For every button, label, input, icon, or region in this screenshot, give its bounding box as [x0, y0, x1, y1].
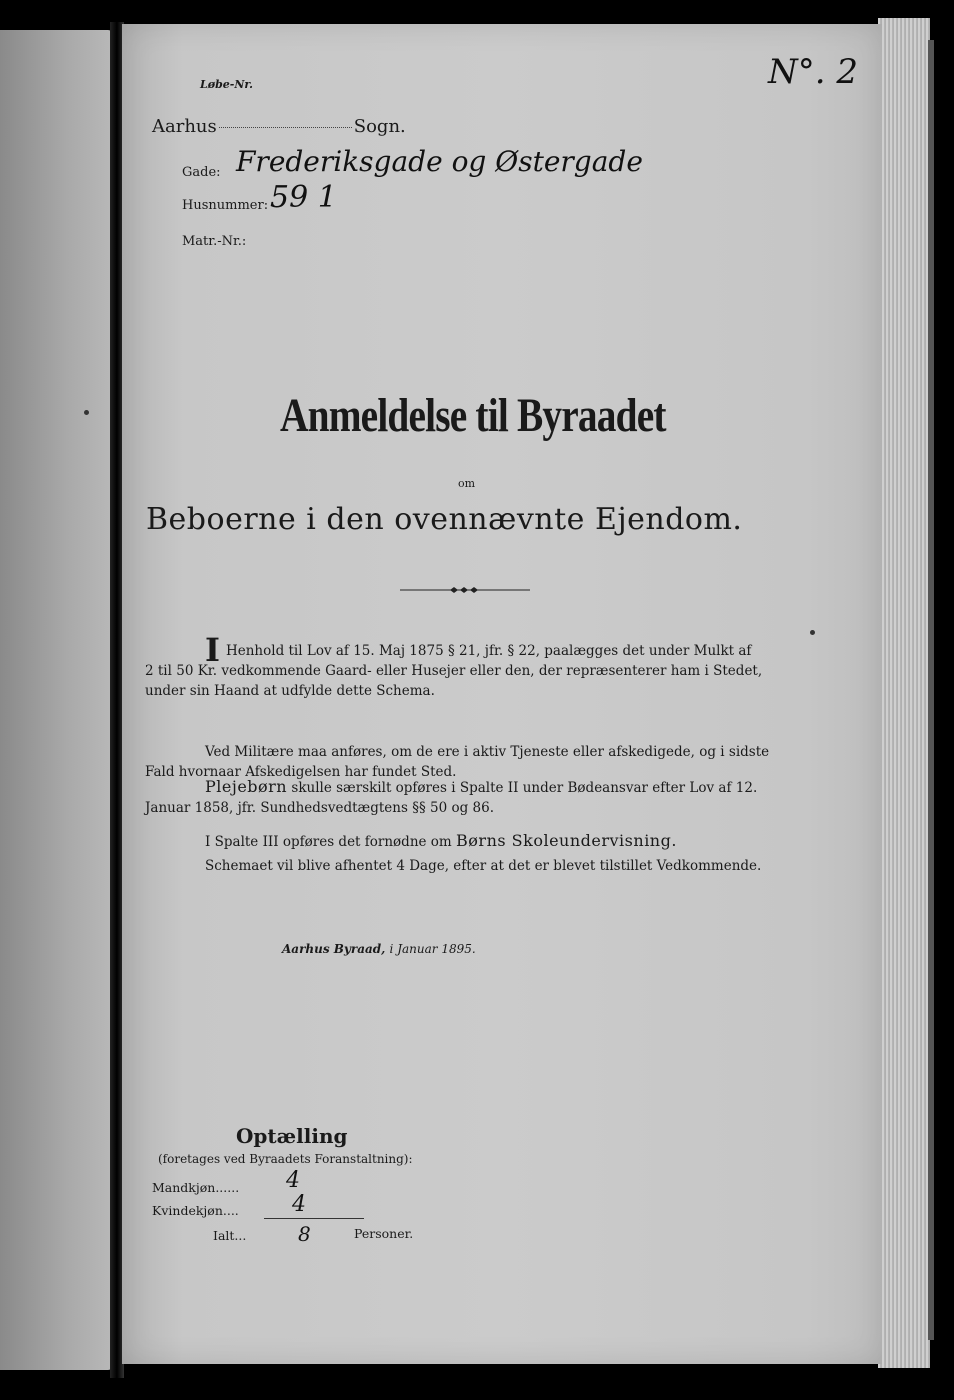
parish-dotted-line: [219, 127, 352, 128]
paragraph-military: [145, 742, 797, 782]
paragraph-foster: [145, 777, 797, 818]
signature-place: Aarhus Byraad,: [282, 942, 386, 956]
left-page: [0, 30, 112, 1370]
mandkjon-value: 4: [286, 1168, 300, 1193]
paragraph-law-rest: 2 til 50 Kr. vedkommende Gaard- eller Husejer eller den, der repræsenterer ham i Stedet, under sin Haand at udfylde dette Schema.: [145, 663, 763, 699]
parish-line: [152, 116, 406, 137]
page-stack: [878, 18, 930, 1368]
personer-label: Personer.: [354, 1226, 414, 1241]
ialt-value: 8: [298, 1222, 311, 1246]
husnummer-value: 59 1: [270, 180, 337, 215]
page-stack-edge: [928, 40, 934, 1340]
paragraph-foster-first: skulle særskilt opføres i Spalte II under Bødeansvar efter Lov af 12.: [291, 780, 758, 796]
ornament-divider: [400, 584, 530, 596]
kvindekjon-value: 4: [292, 1192, 306, 1217]
count-subtitle: (foretages ved Byraadets Foranstaltning):: [158, 1152, 413, 1166]
paragraph-foster-rest: Januar 1858, jfr. Sundhedsvedtægtens §§ 50 og 86.: [145, 800, 494, 816]
mandkjon-label: Mandkjøn......: [152, 1180, 240, 1195]
ialt-label: Ialt...: [213, 1228, 247, 1243]
drop-cap: I: [205, 631, 220, 669]
count-title: Optælling: [236, 1124, 348, 1148]
om-word: om: [458, 477, 476, 490]
signature-date: i Januar 1895.: [389, 942, 476, 956]
matr-nr-label: Matr.-Nr.:: [182, 234, 247, 249]
document-subtitle: Beboerne i den ovennævnte Ejendom.: [146, 502, 743, 537]
signature-line: [282, 942, 476, 956]
kvindekjon-label: Kvindekjøn....: [152, 1203, 239, 1218]
schooling-word: Børns Skoleundervisning.: [456, 831, 677, 850]
plejeborn-word: Plejebørn: [205, 777, 288, 796]
paragraph-military-rest: Fald hvornaar Afskedigelsen har fundet Sted.: [145, 764, 457, 780]
gade-value: Frederiksgade og Østergade: [236, 145, 643, 178]
sogn-label: Sogn.: [353, 116, 406, 137]
gade-label: Gade:: [182, 165, 221, 180]
paragraph-schooling: [205, 831, 797, 852]
paragraph-law: [145, 631, 797, 701]
husnummer-label: Husnummer:: [182, 198, 269, 213]
speck: [810, 630, 815, 635]
document-title: Anmeldelse til Byraadet: [280, 389, 666, 442]
lobe-nr-label: Løbe-Nr.: [200, 78, 253, 91]
paragraph-law-first: Henhold til Lov af 15. Maj 1875 § 21, jfr. § 22, paalægges det under Mulkt af: [225, 643, 752, 659]
aarhus-label: Aarhus: [152, 116, 217, 137]
paragraph-military-first: Ved Militære maa anføres, om de ere i aktiv Tjeneste eller afskedigede, og i sidste: [205, 744, 770, 760]
document-number: N°. 2: [768, 52, 858, 92]
sum-line: [264, 1218, 364, 1219]
paragraph-schooling-text: I Spalte III opføres det fornødne om: [205, 834, 452, 850]
paragraph-pickup: Schemaet vil blive afhentet 4 Dage, efter at det er blevet tilstillet Vedkommende.: [205, 858, 762, 874]
